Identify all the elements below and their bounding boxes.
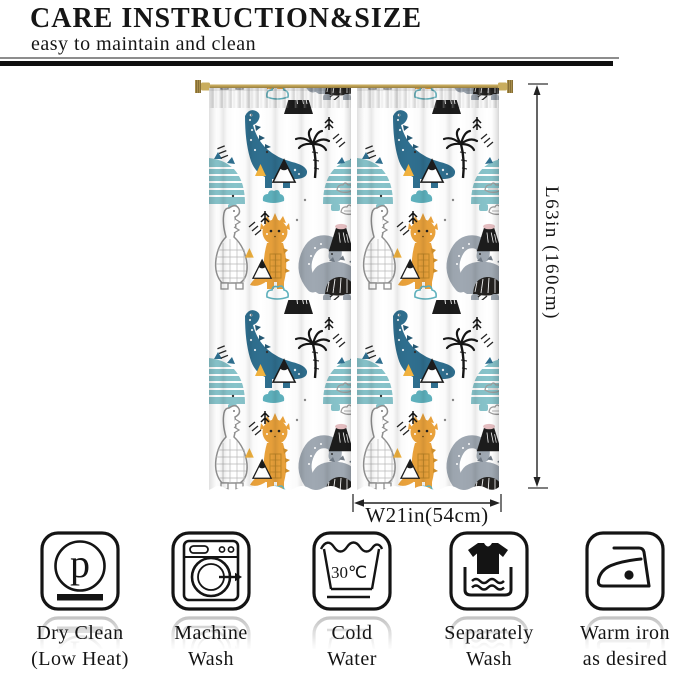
cold-water-temperature: 30℃ [330, 563, 368, 582]
dinosaur-curtain-illustration [195, 76, 513, 496]
divider-line-thin [0, 57, 619, 59]
width-label: W21in(54cm) [365, 503, 489, 527]
care-instructions-row [0, 529, 679, 675]
page-subtitle: easy to maintain and clean [31, 33, 257, 55]
care-item-dry-clean [13, 529, 147, 673]
care-label: Warm iron as desired [579, 622, 671, 671]
care-item-warm-iron [558, 529, 679, 673]
care-label: Machine Wash [174, 622, 248, 671]
divider-line-thick [0, 61, 613, 66]
care-item-machine-wash [144, 529, 278, 673]
dry-clean-icon [38, 529, 122, 613]
care-item-cold-water [285, 529, 419, 673]
care-item-separately-wash [422, 529, 556, 673]
machine-wash-icon [169, 529, 253, 613]
separately-wash-icon [447, 529, 531, 613]
care-label: Separately Wash [444, 622, 534, 671]
length-label: L63in (160cm) [541, 186, 562, 321]
dry-clean-letter: p [70, 541, 90, 586]
curtain-panel-right [357, 88, 499, 491]
care-label: Dry Clean (Low Heat) [31, 622, 129, 671]
warm-iron-icon [583, 529, 667, 613]
page-title: CARE INSTRUCTION&SIZE [30, 3, 423, 34]
cold-water-icon [310, 529, 394, 613]
curtain-panel-left [209, 88, 351, 491]
care-label: Cold Water [327, 622, 377, 671]
